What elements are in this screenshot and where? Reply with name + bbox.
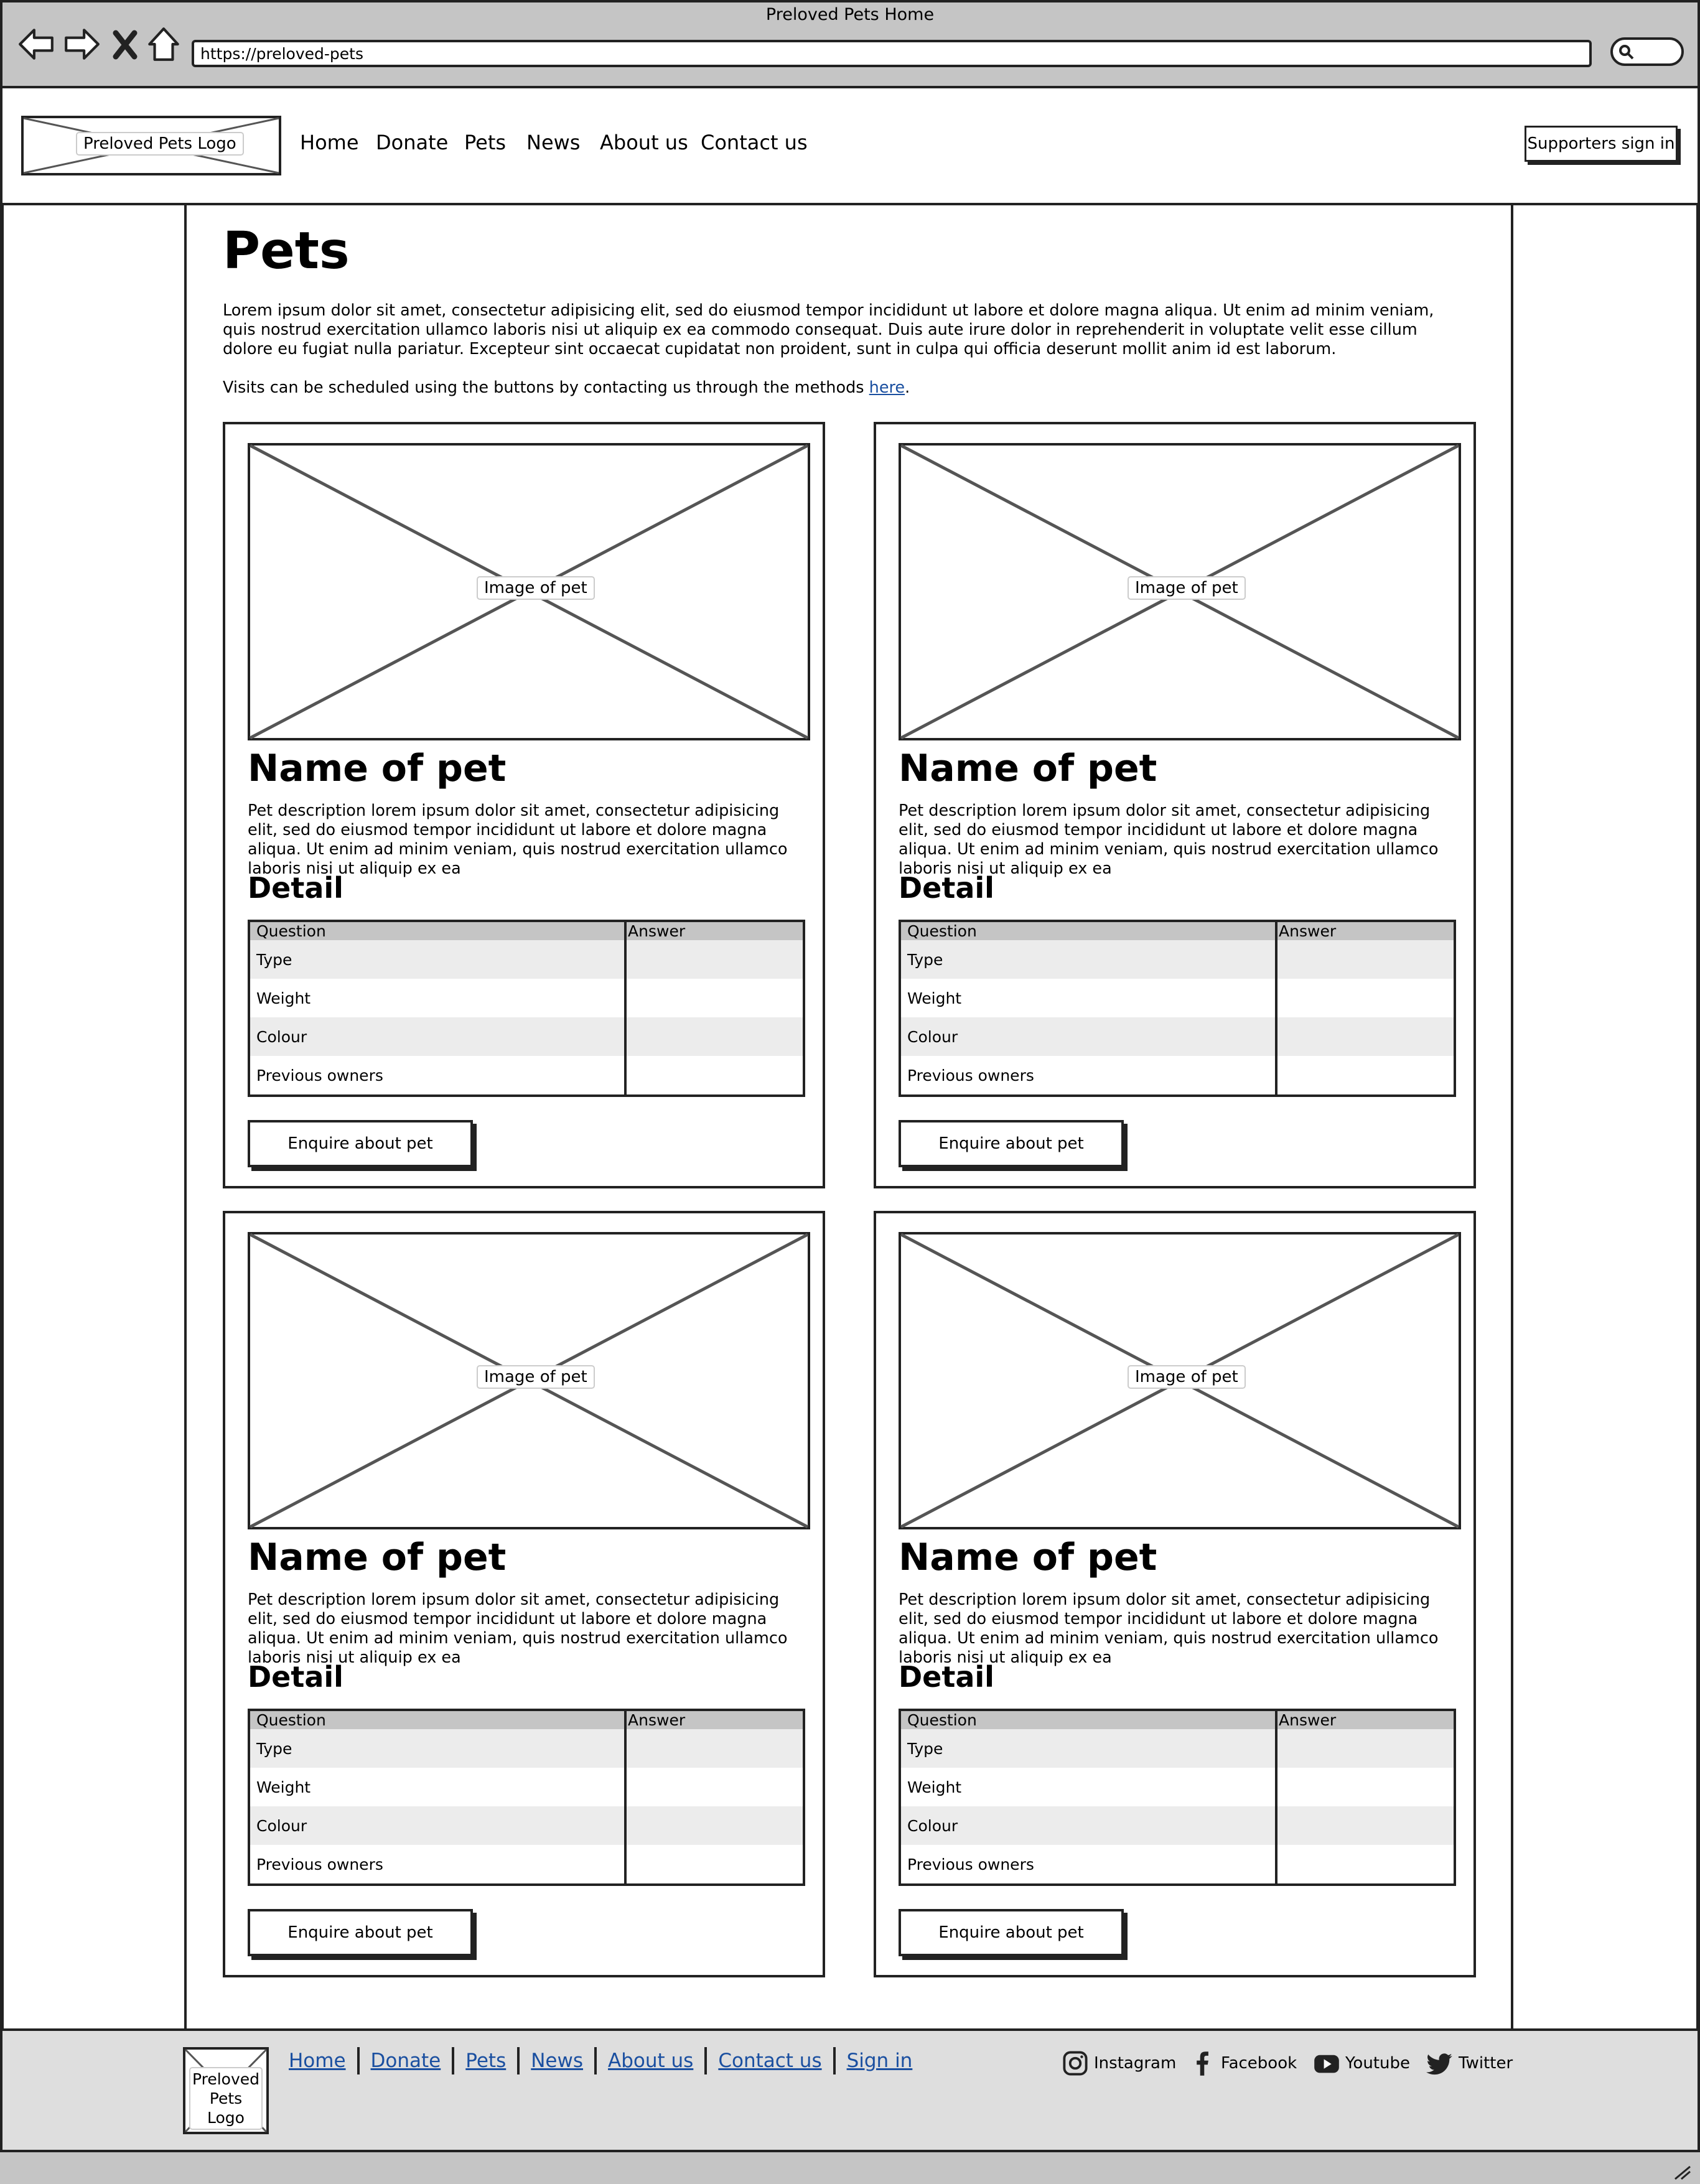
close-icon[interactable] (110, 25, 141, 63)
row-question: Colour (249, 1017, 625, 1056)
youtube-icon (1313, 2050, 1340, 2077)
url-bar[interactable]: https://preloved-pets (192, 40, 1592, 67)
footer-divider (357, 2047, 360, 2074)
window-title: Preloved Pets Home (765, 5, 935, 24)
arrow-right-icon[interactable] (62, 25, 101, 63)
pet-image (899, 443, 1461, 740)
footer-divider (452, 2047, 454, 2074)
arrow-left-icon[interactable] (17, 25, 56, 63)
detail-heading: Detail (899, 871, 994, 905)
table-row (249, 1017, 804, 1056)
table-row (900, 940, 1455, 979)
page-left-border (0, 205, 4, 2028)
table-row (900, 1806, 1455, 1845)
row-answer (1276, 979, 1455, 1017)
instagram-icon (1062, 2050, 1089, 2077)
row-question: Previous owners (256, 1855, 383, 1874)
visits-paragraph (223, 378, 910, 397)
visits-end: . (905, 378, 910, 397)
row-question: Type (249, 1729, 625, 1768)
intro-paragraph: Lorem ipsum dolor sit amet, consectetur adipisicing elit, sed do eiusmod tempor incididunt ut labore et dolore magna aliqua. Ut enim ad minim veniam, quis nostrud exercitation ullamco laboris nisi ut aliquip ex ea commodo consequat. Duis aute irure dolor in reprehenderit in voluptate velit esse cillum dolore eu fugiat nulla pariatur. Excepteur sint occaecat cupidatat non proident, sunt in culpa qui officia deserunt mollit anim id est laborum. (223, 301, 1434, 358)
nav-home[interactable]: Home (300, 131, 359, 154)
table-row (249, 979, 804, 1017)
detail-heading: Detail (899, 1660, 994, 1694)
pet-image-label: Image of pet (1128, 1365, 1246, 1389)
row-question: Previous owners (256, 1066, 383, 1085)
site-logo[interactable] (21, 116, 281, 175)
table-row (900, 1768, 1455, 1806)
page-right-border (1696, 205, 1700, 2028)
pet-description: Pet description lorem ipsum dolor sit amet, consectetur adipisicing elit, sed do eiusmod tempor incididunt ut labore et dolore magna aliqua. Ut enim ad minim veniam, quis nostrud exercitation ullamco laboris nisi ut aliquip ex ea (899, 1590, 1439, 1667)
pet-card (223, 422, 825, 1188)
row-question: Previous owners (907, 1066, 1034, 1085)
pet-description: Pet description lorem ipsum dolor sit amet, consectetur adipisicing elit, sed do eiusmod tempor incididunt ut labore et dolore magna aliqua. Ut enim ad minim veniam, quis nostrud exercitation ullamco laboris nisi ut aliquip ex ea (248, 1590, 788, 1667)
row-question: Colour (249, 1806, 625, 1845)
footer-link-donate[interactable]: Donate (370, 2050, 441, 2072)
footer-divider (594, 2047, 597, 2074)
row-question: Type (900, 1729, 1276, 1768)
pet-name: Name of pet (899, 747, 1157, 790)
social-label: Instagram (1094, 2054, 1177, 2073)
pet-description: Pet description lorem ipsum dolor sit amet, consectetur adipisicing elit, sed do eiusmod tempor incididunt ut labore et dolore magna aliqua. Ut enim ad minim veniam, quis nostrud exercitation ullamco laboris nisi ut aliquip ex ea (899, 801, 1439, 878)
pet-detail-table (248, 1709, 805, 1886)
pet-image-label: Image of pet (477, 576, 595, 600)
column-header-answer: Answer (1276, 921, 1455, 940)
browser-status-bar (0, 2150, 1700, 2184)
enquire-button[interactable]: Enquire about pet (899, 1909, 1124, 1956)
table-row (249, 940, 804, 979)
footer-link-pets[interactable]: Pets (465, 2050, 507, 2072)
detail-heading: Detail (248, 1660, 343, 1694)
pet-image (899, 1232, 1461, 1529)
table-row (249, 1845, 804, 1885)
page-title: Pets (223, 222, 350, 281)
footer-link-sign-in[interactable]: Sign in (846, 2050, 913, 2072)
footer-divider (704, 2047, 707, 2074)
table-row (900, 1056, 1455, 1096)
nav-pets[interactable]: Pets (464, 131, 507, 154)
column-header-question: Question (249, 921, 625, 940)
row-answer (625, 1056, 804, 1096)
row-answer (625, 1729, 804, 1768)
pet-image (248, 1232, 810, 1529)
row-answer (625, 979, 804, 1017)
table-row (900, 979, 1455, 1017)
row-answer (625, 1806, 804, 1845)
enquire-button[interactable]: Enquire about pet (248, 1120, 473, 1167)
supporters-sign-in-button[interactable]: Supporters sign in (1525, 126, 1678, 162)
footer-logo[interactable] (183, 2047, 269, 2134)
row-answer (625, 1845, 804, 1885)
social-instagram[interactable] (1062, 2050, 1176, 2077)
row-question: Previous owners (907, 1855, 1034, 1874)
social-label: Twitter (1459, 2054, 1513, 2073)
footer-logo-label: Preloved Pets Logo (189, 2067, 263, 2130)
pet-image-label: Image of pet (477, 1365, 595, 1389)
footer-link-about-us[interactable]: About us (608, 2050, 694, 2072)
footer-nav (289, 2047, 912, 2074)
pet-card (874, 1211, 1476, 1977)
pet-card (874, 422, 1476, 1188)
social-label: Facebook (1221, 2054, 1297, 2073)
table-row (900, 1845, 1455, 1885)
search-icon (1618, 44, 1635, 61)
footer-divider (833, 2047, 836, 2074)
contact-here-link[interactable]: here (869, 378, 905, 397)
pet-detail-table (899, 1709, 1456, 1886)
row-answer (1276, 940, 1455, 979)
nav-about-us[interactable]: About us (600, 131, 688, 154)
row-question: Colour (900, 1806, 1276, 1845)
row-question: Weight (256, 1778, 311, 1796)
table-row (900, 1729, 1455, 1768)
nav-contact-us[interactable]: Contact us (701, 131, 808, 154)
table-row (249, 1729, 804, 1768)
enquire-button[interactable]: Enquire about pet (899, 1120, 1124, 1167)
column-header-question: Question (900, 921, 1276, 940)
row-answer (1276, 1056, 1455, 1096)
row-answer (1276, 1806, 1455, 1845)
home-icon[interactable] (144, 25, 183, 63)
row-question: Weight (907, 989, 962, 1007)
social-youtube[interactable] (1313, 2050, 1410, 2077)
footer-link-home[interactable]: Home (289, 2050, 346, 2072)
social-twitter[interactable] (1426, 2050, 1513, 2077)
row-answer (625, 940, 804, 979)
pet-detail-table (248, 920, 805, 1097)
browser-search-button[interactable] (1610, 37, 1684, 66)
twitter-icon (1426, 2050, 1454, 2077)
resize-grip-icon[interactable] (1671, 2163, 1693, 2180)
nav-donate[interactable]: Donate (376, 131, 449, 154)
pet-name: Name of pet (248, 747, 507, 790)
pet-name: Name of pet (899, 1536, 1157, 1579)
pet-card (223, 1211, 825, 1977)
column-header-question: Question (900, 1710, 1276, 1729)
row-question: Type (900, 940, 1276, 979)
column-header-answer: Answer (1276, 1710, 1455, 1729)
row-question: Weight (256, 989, 311, 1007)
table-row (900, 1017, 1455, 1056)
logo-label: Preloved Pets Logo (76, 132, 244, 156)
facebook-icon (1189, 2050, 1216, 2077)
pet-name: Name of pet (248, 1536, 507, 1579)
table-row (249, 1056, 804, 1096)
row-answer (1276, 1768, 1455, 1806)
row-answer (1276, 1729, 1455, 1768)
footer-link-contact-us[interactable]: Contact us (718, 2050, 822, 2072)
row-answer (1276, 1845, 1455, 1885)
table-row (249, 1768, 804, 1806)
footer-link-news[interactable]: News (531, 2050, 584, 2072)
footer-divider (517, 2047, 520, 2074)
pet-detail-table (899, 920, 1456, 1097)
detail-heading: Detail (248, 871, 343, 905)
social-facebook[interactable] (1189, 2050, 1297, 2077)
row-answer (625, 1768, 804, 1806)
enquire-button[interactable]: Enquire about pet (248, 1909, 473, 1956)
row-question: Type (249, 940, 625, 979)
pet-image (248, 443, 810, 740)
row-answer (1276, 1017, 1455, 1056)
row-question: Weight (907, 1778, 962, 1796)
row-answer (625, 1017, 804, 1056)
pet-description: Pet description lorem ipsum dolor sit amet, consectetur adipisicing elit, sed do eiusmod tempor incididunt ut labore et dolore magna aliqua. Ut enim ad minim veniam, quis nostrud exercitation ullamco laboris nisi ut aliquip ex ea (248, 801, 788, 878)
column-header-answer: Answer (625, 921, 804, 940)
pet-image-label: Image of pet (1128, 576, 1246, 600)
column-header-answer: Answer (625, 1710, 804, 1729)
row-question: Colour (900, 1017, 1276, 1056)
table-row (249, 1806, 804, 1845)
social-label: Youtube (1345, 2054, 1410, 2073)
nav-news[interactable]: News (526, 131, 581, 154)
column-header-question: Question (249, 1710, 625, 1729)
visits-text: Visits can be scheduled using the buttons by contacting us through the methods (223, 378, 869, 397)
